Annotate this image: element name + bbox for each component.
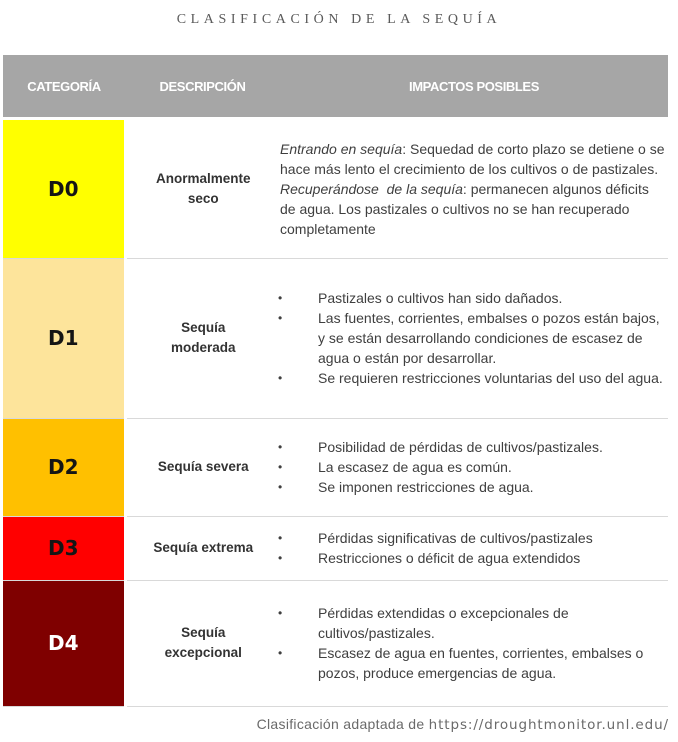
category-cell <box>3 418 125 516</box>
list-item: • La escasez de agua es común. <box>278 459 512 475</box>
list-item: • Escasez de agua en fuentes, corrientes, embalses o pozos, produce emergencias de agua. <box>278 645 644 681</box>
impact-list <box>280 437 668 497</box>
category-code: D3 <box>47 536 79 560</box>
description-cell <box>125 516 283 580</box>
impacts-cell <box>280 418 668 516</box>
list-item: • Posibilidad de pérdidas de cultivos/pastizales. <box>278 439 603 455</box>
description-line: seco <box>187 190 219 206</box>
category-code: D4 <box>47 631 79 655</box>
impacts-cell <box>280 580 668 706</box>
impact-text: : permanecen algunos déficits de agua. Los pastizales o cultivos no se han recuperado completamente <box>280 180 649 237</box>
list-item: • Restricciones o déficit de agua extendidos <box>278 550 581 566</box>
table-row-d1 <box>3 258 668 418</box>
list-item: • Pérdidas significativas de cultivos/pastizales <box>278 530 593 546</box>
description-line: Sequía severa <box>157 459 249 474</box>
impacts-cell <box>280 258 668 418</box>
document-title: CLASIFICACIÓN DE LA SEQUÍA <box>176 12 502 27</box>
bullet-icon: • <box>278 531 283 545</box>
header-description: DESCRIPCIÓN <box>125 55 280 117</box>
impacts-cell <box>280 516 668 580</box>
table-row-d0 <box>3 120 668 258</box>
table-row-d2 <box>3 418 668 516</box>
description-cell <box>125 258 283 418</box>
impact-text: : Sequedad de corto plazo se detiene o se hace más lento el crecimiento de los cultivos o de pastizales. <box>280 140 665 177</box>
table-row-d3 <box>3 516 668 580</box>
bullet-icon: • <box>278 480 283 494</box>
category-cell <box>3 258 125 418</box>
list-item: • Se requieren restricciones voluntarias del uso del agua. <box>278 370 663 386</box>
bullet-icon: • <box>278 606 283 620</box>
description-line: Sequía extrema <box>153 540 254 555</box>
description-cell <box>125 120 280 258</box>
category-code: D0 <box>47 176 79 201</box>
description-line: moderada <box>170 340 236 355</box>
category-code: D1 <box>47 326 79 350</box>
impact-paragraph <box>280 179 668 239</box>
bullet-icon: • <box>278 551 283 565</box>
impact-label: Recuperándose de la sequía <box>280 180 463 197</box>
source-credit-prefix: Clasificación adaptada de <box>256 716 429 732</box>
bullet-icon: • <box>278 371 283 385</box>
bullet-icon: • <box>278 460 283 474</box>
description-cell <box>125 418 283 516</box>
bullet-icon: • <box>278 311 283 325</box>
list-item: • Se imponen restricciones de agua. <box>278 479 534 495</box>
source-credit <box>257 716 669 733</box>
category-cell <box>3 120 125 258</box>
category-cell <box>3 516 125 580</box>
table-header-row <box>3 55 668 117</box>
impact-list <box>280 603 668 683</box>
impacts-cell <box>280 120 668 258</box>
impact-paragraph <box>280 139 668 179</box>
bullet-icon: • <box>278 440 283 454</box>
description-line: Sequía <box>181 625 226 640</box>
header-category: CATEGORÍA <box>3 55 125 117</box>
description-cell <box>125 580 283 706</box>
header-impacts: IMPACTOS POSIBLES <box>280 55 668 117</box>
description-line: Sequía <box>181 320 226 335</box>
impact-label: Entrando en sequía <box>280 140 403 157</box>
list-item: • Pastizales o cultivos han sido dañados. <box>278 290 563 306</box>
source-link[interactable]: https://droughtmonitor.unl.edu/ <box>428 717 669 733</box>
bullet-icon: • <box>278 291 283 305</box>
bullet-icon: • <box>278 646 283 660</box>
impact-list <box>280 528 668 568</box>
list-item: • Pérdidas extendidas o excepcionales de cultivos/pastizales. <box>278 605 569 641</box>
category-cell <box>3 580 125 706</box>
description-line: Anormalmente <box>155 170 251 186</box>
list-item: • Las fuentes, corrientes, embalses o pozos están bajos, y se están desarrollando condiciones de escasez de agua o están por desarrollar. <box>278 310 660 366</box>
table-row-d4 <box>3 580 668 706</box>
category-code: D2 <box>47 455 79 479</box>
impact-list <box>280 288 668 388</box>
drought-classification-table <box>3 55 668 707</box>
description-line: excepcional <box>164 645 242 660</box>
